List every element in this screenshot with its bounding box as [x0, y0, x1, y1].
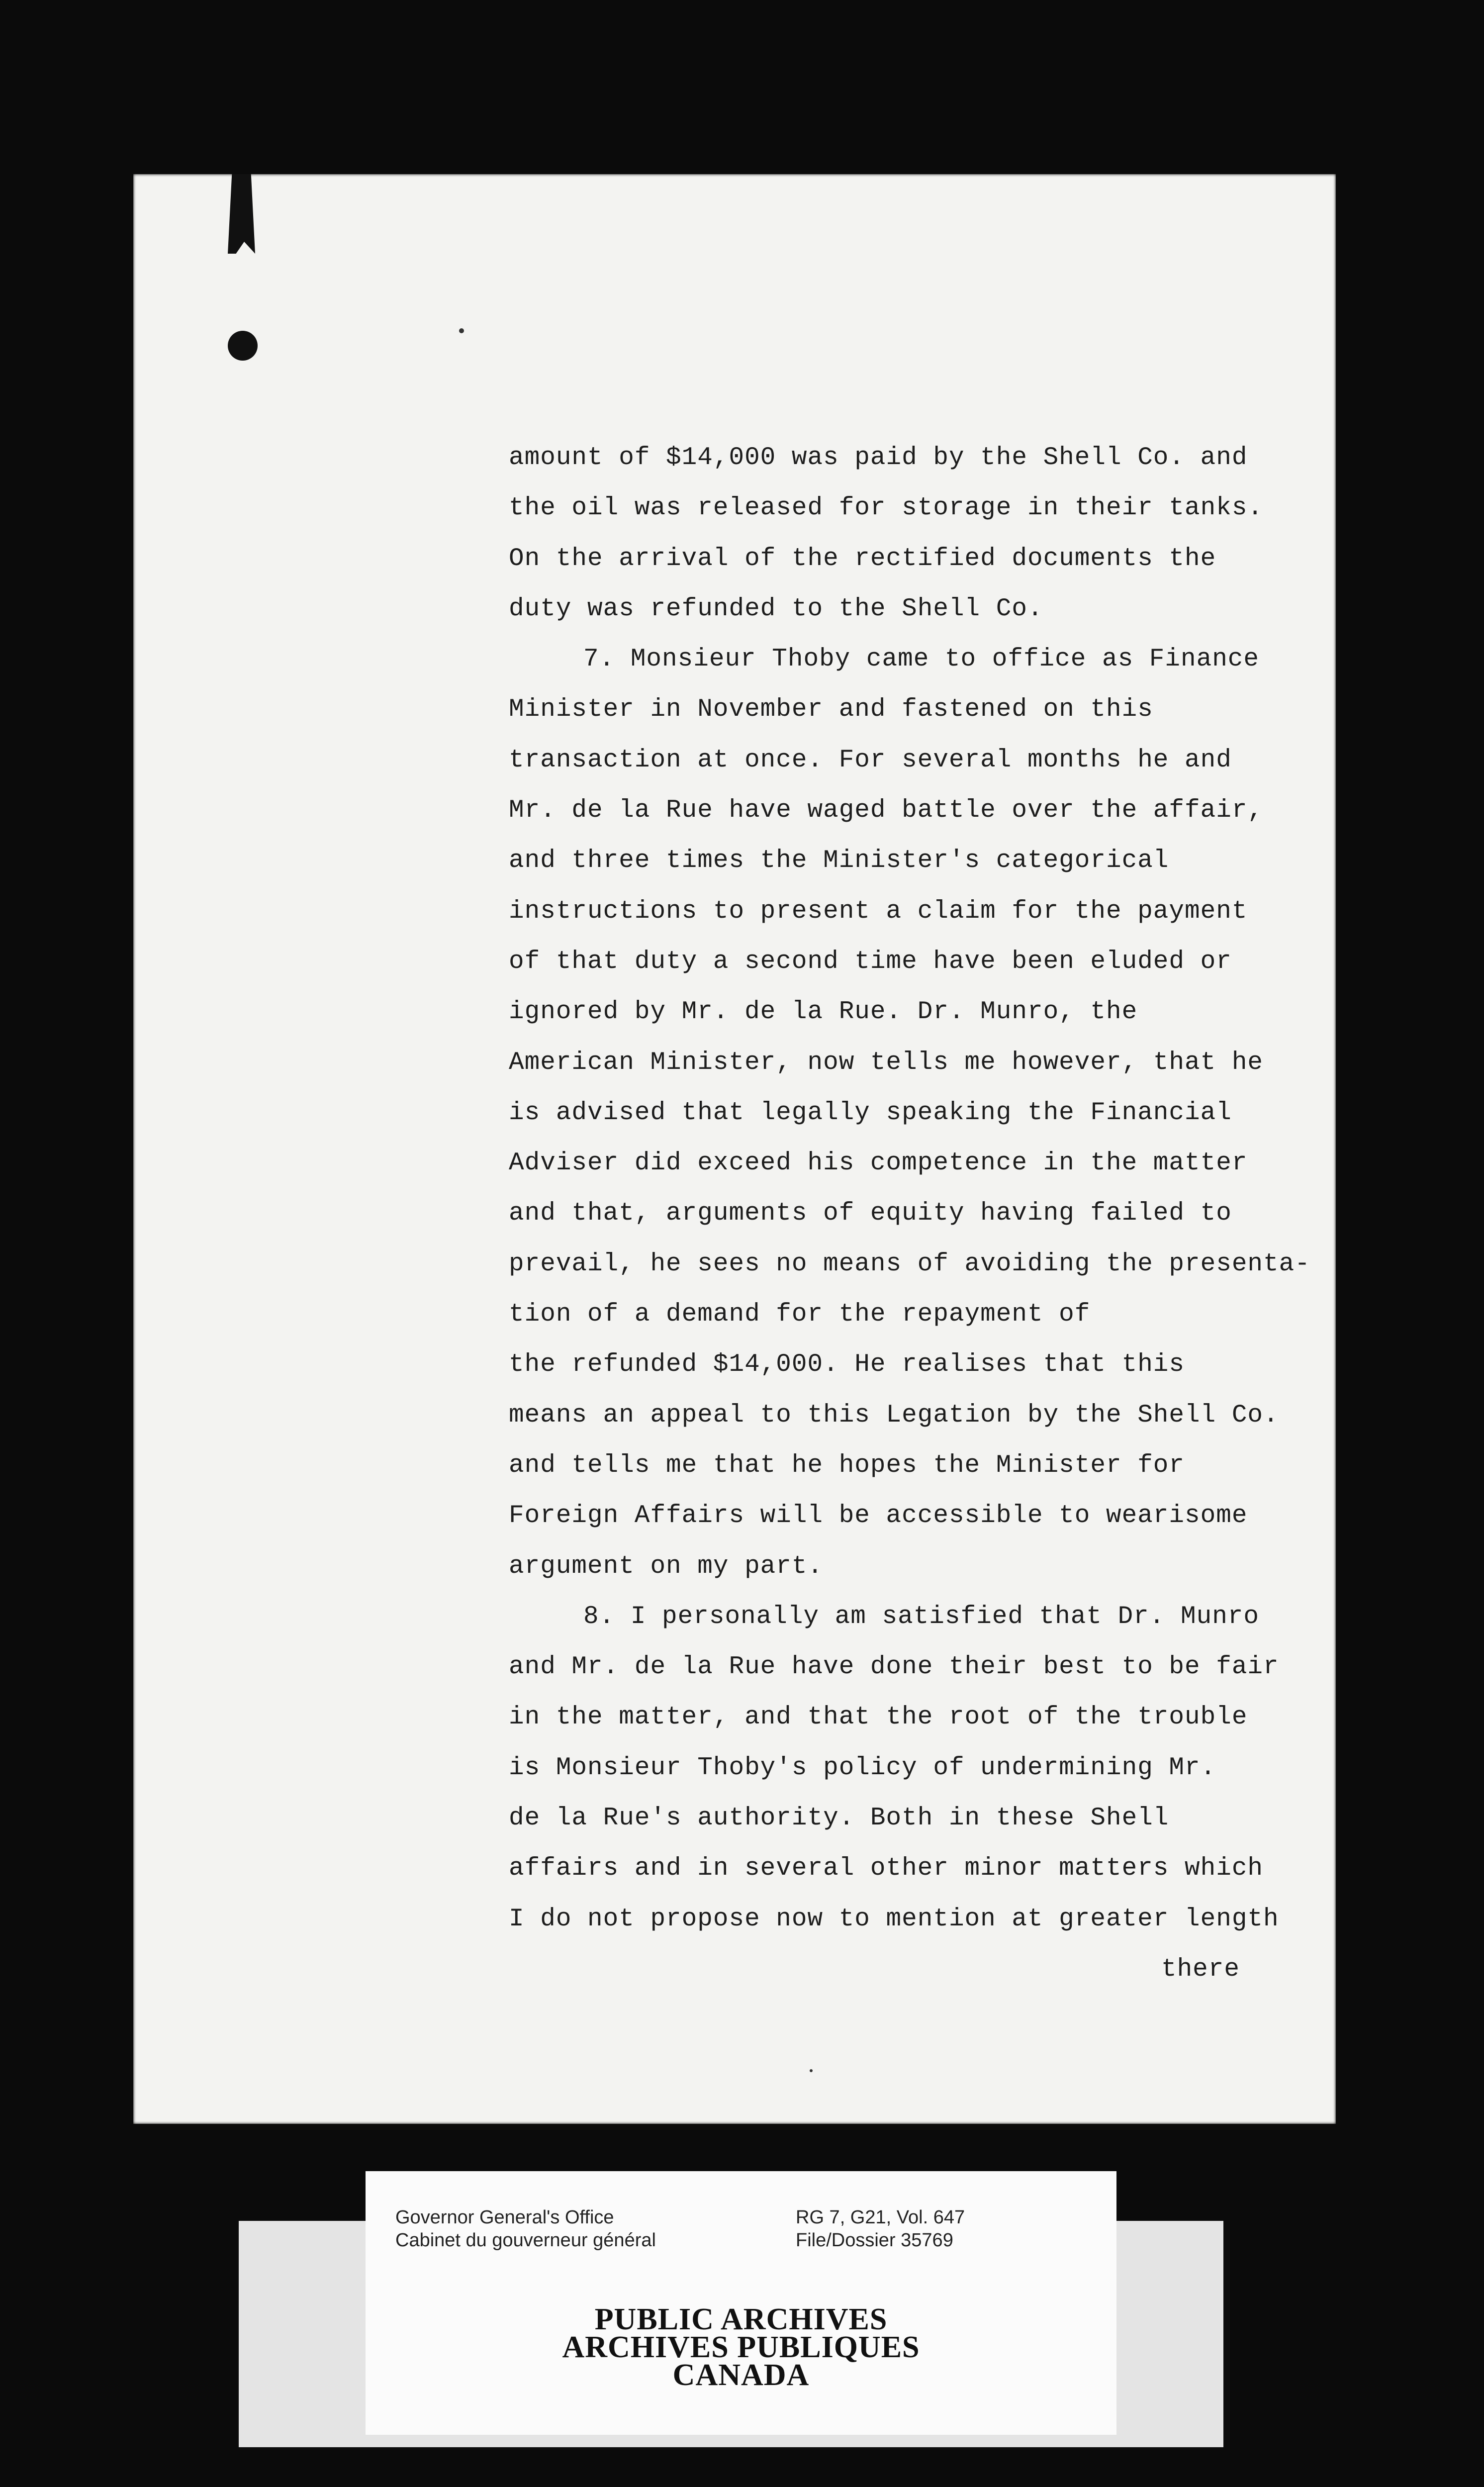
text-line: the refunded $14,000. He realises that this: [509, 1350, 1185, 1379]
archives-en: PUBLIC ARCHIVES: [594, 2302, 888, 2336]
letter-body: [509, 433, 1310, 1995]
text-line: means an appeal to this Legation by the Shell Co.: [509, 1401, 1279, 1430]
text-line: and that, arguments of equity having failed to: [509, 1199, 1232, 1228]
text-line: and tells me that he hopes the Minister for: [509, 1451, 1185, 1480]
text-line: Adviser did exceed his competence in the matter: [509, 1149, 1248, 1178]
text-line: duty was refunded to the Shell Co.: [509, 594, 1043, 623]
text-line: in the matter, and that the root of the trouble: [509, 1703, 1248, 1732]
archives-stamp: [366, 2302, 1116, 2392]
text-line: is Monsieur Thoby's policy of undermining Mr.: [509, 1753, 1216, 1782]
text-line: I do not propose now to mention at greater length: [509, 1905, 1279, 1933]
catchword: there: [1161, 1955, 1240, 1984]
paragraph-8-start: 8. I personally am satisfied that Dr. Munro: [583, 1602, 1260, 1631]
text-line: Minister in November and fastened on this: [509, 695, 1153, 724]
text-line: prevail, he sees no means of avoiding the presenta-: [509, 1249, 1310, 1278]
text-line: the oil was released for storage in their tanks.: [509, 494, 1264, 523]
text-line: is advised that legally speaking the Financial: [509, 1098, 1232, 1127]
record-group-ref: RG 7, G21, Vol. 647: [796, 2207, 965, 2228]
archives-country: CANADA: [672, 2358, 810, 2392]
archives-fr: ARCHIVES PUBLIQUES: [562, 2330, 920, 2364]
text-line: of that duty a second time have been eluded or: [509, 947, 1232, 976]
text-line: instructions to present a claim for the payment: [509, 897, 1248, 926]
text-line: argument on my part.: [509, 1552, 824, 1581]
text-line: On the arrival of the rectified documents the: [509, 544, 1216, 573]
text-line: affairs and in several other minor matters which: [509, 1854, 1264, 1883]
paragraph-7-start: 7. Monsieur Thoby came to office as Finance: [583, 645, 1260, 674]
text-line: Foreign Affairs will be accessible to wearisome: [509, 1502, 1248, 1530]
text-line: ignored by Mr. de la Rue. Dr. Munro, the: [509, 998, 1138, 1027]
punch-hole: [228, 331, 258, 361]
staple-mark: [228, 174, 255, 254]
ink-speck: [810, 2069, 813, 2072]
text-line: amount of $14,000 was paid by the Shell Co. and: [509, 444, 1248, 472]
office-fr: Cabinet du gouverneur général: [395, 2230, 656, 2251]
file-number: File/Dossier 35769: [796, 2230, 953, 2251]
text-line: and three times the Minister's categorical: [509, 847, 1169, 875]
text-line: de la Rue's authority. Both in these Shell: [509, 1804, 1169, 1833]
text-line: American Minister, now tells me however, that he: [509, 1048, 1264, 1077]
text-line: and Mr. de la Rue have done their best to be fair: [509, 1653, 1279, 1682]
document-page: [133, 174, 1336, 2124]
office-en: Governor General's Office: [395, 2207, 614, 2228]
archive-label: [366, 2171, 1116, 2435]
text-line: Mr. de la Rue have waged battle over the affair,: [509, 796, 1264, 825]
text-line: tion of a demand for the repayment of: [509, 1300, 1091, 1329]
text-line: transaction at once. For several months he and: [509, 746, 1232, 774]
ink-speck: [459, 328, 464, 333]
